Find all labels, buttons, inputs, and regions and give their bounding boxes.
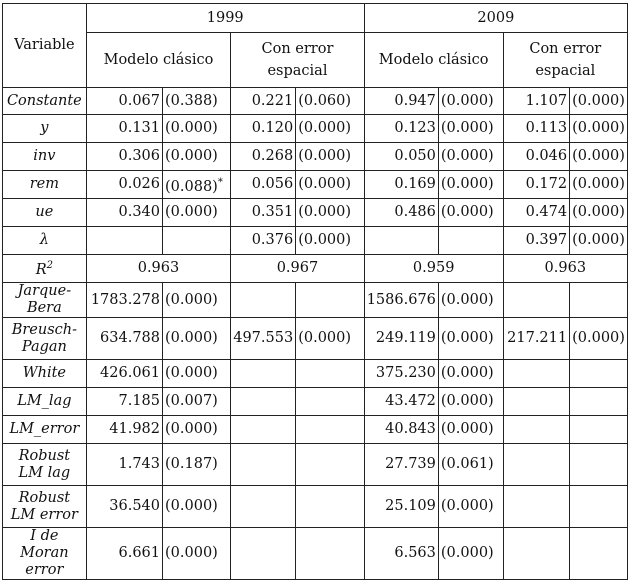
estimate-cell: 0.397 [503, 227, 569, 255]
pvalue-cell: (0.000) [570, 199, 628, 227]
pvalue-cell: (0.000) [570, 318, 628, 360]
model-header-spatial-1999: Con error espacial [231, 33, 364, 88]
pvalue-cell [296, 360, 365, 388]
estimate-cell: 0.120 [231, 115, 296, 143]
estimate-cell: 0.172 [503, 171, 569, 199]
row-label: rem [3, 171, 87, 199]
row-label: White [3, 360, 87, 388]
pvalue-cell: (0.000) [296, 171, 365, 199]
pvalue-cell: (0.000) [438, 115, 503, 143]
pvalue-cell: (0.061) [438, 444, 503, 486]
pvalue-cell: (0.000) [438, 88, 503, 115]
estimate-cell [503, 283, 569, 318]
estimate-cell: 0.376 [231, 227, 296, 255]
model-header-spatial-2009: Con error espacial [503, 33, 627, 88]
estimate-cell: 217.211 [503, 318, 569, 360]
table-row [3, 528, 628, 580]
estimate-cell: 426.061 [86, 360, 162, 388]
estimate-cell: 0.486 [364, 199, 438, 227]
r2-label-text: $R^2$ [35, 260, 53, 279]
estimate-cell: 0.123 [364, 115, 438, 143]
estimate-cell [231, 360, 296, 388]
pvalue-cell: (0.000) [163, 143, 231, 171]
pvalue-cell [570, 360, 628, 388]
model-header-classic-1999: Modelo clásico [86, 33, 231, 88]
pvalue-cell: (0.000) [163, 115, 231, 143]
row-label: Constante [3, 88, 87, 115]
pvalue-cell: (0.000) [438, 171, 503, 199]
estimate-cell: 7.185 [86, 388, 162, 416]
estimate-cell: 375.230 [364, 360, 438, 388]
estimate-cell [503, 486, 569, 528]
pvalue-cell: (0.000) [570, 115, 628, 143]
estimate-cell: 0.050 [364, 143, 438, 171]
estimate-cell: 0.169 [364, 171, 438, 199]
estimate-cell: 0.113 [503, 115, 569, 143]
table-row [3, 486, 628, 528]
pvalue-cell [296, 416, 365, 444]
row-label: ue [3, 199, 87, 227]
estimate-cell: 6.661 [86, 528, 162, 580]
pvalue-cell [570, 416, 628, 444]
pvalue-cell [438, 227, 503, 255]
row-label: λ [3, 227, 87, 255]
pvalue-cell: (0.000) [163, 199, 231, 227]
r2-value: 0.963 [86, 255, 231, 283]
estimate-cell: 40.843 [364, 416, 438, 444]
row-label: I de Moran error [3, 528, 87, 580]
pvalue-cell: (0.000) [296, 143, 365, 171]
pvalue-cell: (0.000) [438, 318, 503, 360]
results-table [2, 3, 628, 580]
estimate-cell: 43.472 [364, 388, 438, 416]
pvalue-cell [296, 528, 365, 580]
estimate-cell [86, 227, 162, 255]
row-label: inv [3, 143, 87, 171]
pvalue-cell [296, 444, 365, 486]
estimate-cell: 0.947 [364, 88, 438, 115]
table-row [3, 388, 628, 416]
estimate-cell [231, 283, 296, 318]
pvalue-cell [570, 388, 628, 416]
pvalue-cell: (0.000) [438, 486, 503, 528]
pvalue-cell: (0.000) [438, 416, 503, 444]
estimate-cell: 36.540 [86, 486, 162, 528]
pvalue-cell: (0.000) [163, 486, 231, 528]
estimate-cell [231, 416, 296, 444]
estimate-cell [231, 444, 296, 486]
pvalue-cell: (0.000) [296, 318, 365, 360]
pvalue-cell: (0.000) [438, 388, 503, 416]
row-label: Robust LM lag [3, 444, 87, 486]
r2-value: 0.963 [503, 255, 627, 283]
estimate-cell [503, 444, 569, 486]
pvalue-cell: (0.388) [163, 88, 231, 115]
table-row [3, 115, 628, 143]
table-row [3, 283, 628, 318]
pvalue-cell [570, 528, 628, 580]
variable-header: Variable [3, 4, 87, 88]
estimate-cell: 0.268 [231, 143, 296, 171]
pvalue-cell: (0.000) [438, 360, 503, 388]
pvalue-cell: (0.000) [296, 199, 365, 227]
year-header-1999: 1999 [86, 4, 364, 33]
pvalue-cell: (0.000) [296, 115, 365, 143]
pvalue-cell: (0.000) [570, 143, 628, 171]
estimate-cell: 6.563 [364, 528, 438, 580]
table-row [3, 227, 628, 255]
pvalue-cell: (0.000) [438, 199, 503, 227]
estimate-cell: 0.474 [503, 199, 569, 227]
estimate-cell: 497.553 [231, 318, 296, 360]
pvalue-cell: (0.007) [163, 388, 231, 416]
estimate-cell [503, 416, 569, 444]
estimate-cell [503, 528, 569, 580]
row-label: LM_error [3, 416, 87, 444]
estimate-cell [364, 227, 438, 255]
estimate-cell: 1586.676 [364, 283, 438, 318]
table-row [3, 318, 628, 360]
pvalue-cell: (0.000) [438, 283, 503, 318]
row-label: Jarque-Bera [3, 283, 87, 318]
pvalue-cell: (0.000) [296, 227, 365, 255]
pvalue-cell: (0.000) [438, 528, 503, 580]
estimate-cell: 1.743 [86, 444, 162, 486]
estimate-cell [231, 388, 296, 416]
estimate-cell: 0.067 [86, 88, 162, 115]
pvalue-cell: (0.187) [163, 444, 231, 486]
table-row [3, 416, 628, 444]
estimate-cell: 41.982 [86, 416, 162, 444]
estimate-cell: 1783.278 [86, 283, 162, 318]
estimate-cell: 249.119 [364, 318, 438, 360]
pvalue-cell: (0.000) [570, 171, 628, 199]
table-row [3, 88, 628, 115]
r2-label [3, 255, 87, 283]
table-row [3, 444, 628, 486]
year-header-2009: 2009 [364, 4, 627, 33]
pvalue-cell [570, 283, 628, 318]
table-row [3, 171, 628, 199]
table-row [3, 199, 628, 227]
estimate-cell [231, 528, 296, 580]
pvalue-cell [163, 227, 231, 255]
table-row [3, 255, 628, 283]
pvalue-cell: (0.000) [570, 227, 628, 255]
table-row [3, 360, 628, 388]
estimate-cell [231, 486, 296, 528]
estimate-cell: 634.788 [86, 318, 162, 360]
pvalue-cell: (0.000) [438, 143, 503, 171]
estimate-cell: 0.131 [86, 115, 162, 143]
pvalue-cell [296, 283, 365, 318]
r2-value: 0.959 [364, 255, 503, 283]
pvalue-cell: (0.000) [163, 360, 231, 388]
estimate-cell [503, 360, 569, 388]
table-row [3, 143, 628, 171]
estimate-cell [503, 388, 569, 416]
estimate-cell: 0.221 [231, 88, 296, 115]
pvalue-cell: (0.000) [570, 88, 628, 115]
estimate-cell: 1.107 [503, 88, 569, 115]
estimate-cell: 0.351 [231, 199, 296, 227]
model-header-classic-2009: Modelo clásico [364, 33, 503, 88]
pvalue-cell: (0.000) [163, 528, 231, 580]
estimate-cell: 27.739 [364, 444, 438, 486]
pvalue-cell: (0.060) [296, 88, 365, 115]
r2-value: 0.967 [231, 255, 364, 283]
pvalue-cell [570, 444, 628, 486]
pvalue-cell [296, 388, 365, 416]
row-label: y [3, 115, 87, 143]
pvalue-cell: (0.000) [163, 283, 231, 318]
pvalue-cell: (0.088)* [163, 171, 231, 199]
estimate-cell: 0.340 [86, 199, 162, 227]
row-label: Breusch-Pagan [3, 318, 87, 360]
estimate-cell: 0.026 [86, 171, 162, 199]
row-label: Robust LM error [3, 486, 87, 528]
pvalue-cell [570, 486, 628, 528]
row-label: LM_lag [3, 388, 87, 416]
pvalue-cell: (0.000) [163, 416, 231, 444]
estimate-cell: 25.109 [364, 486, 438, 528]
pvalue-cell: (0.000) [163, 318, 231, 360]
estimate-cell: 0.046 [503, 143, 569, 171]
estimate-cell: 0.056 [231, 171, 296, 199]
estimate-cell: 0.306 [86, 143, 162, 171]
pvalue-cell [296, 486, 365, 528]
